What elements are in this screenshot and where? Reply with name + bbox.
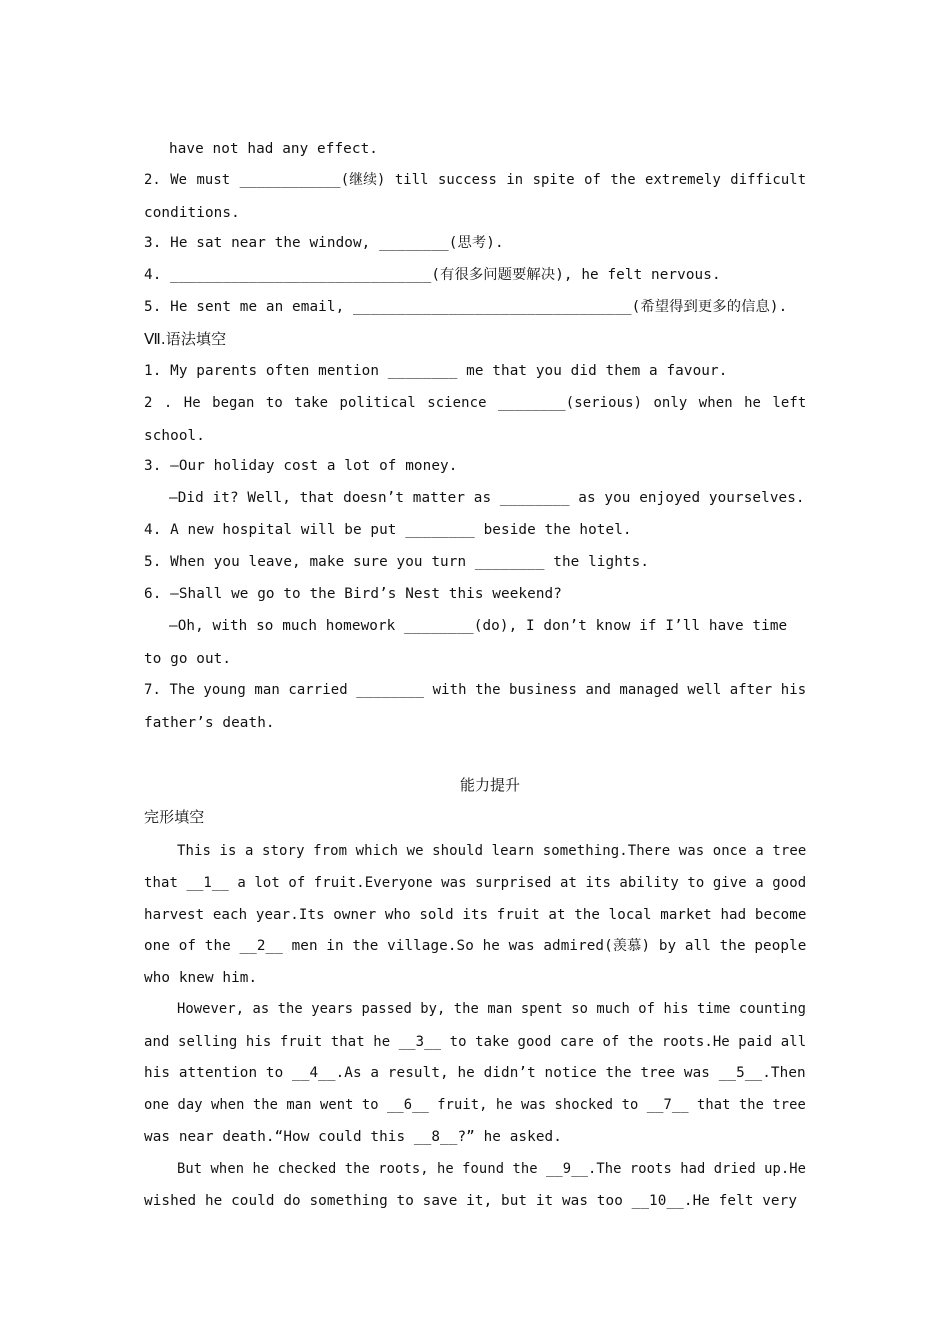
text-line: 2 . He began to take political science ________(serious) only when he left xyxy=(144,395,807,411)
text-line: However, as the years passed by, the man spent so much of his time counting xyxy=(177,1001,807,1017)
text-line: harvest each year.Its owner who sold its fruit at the local market had become xyxy=(144,907,807,923)
text-line: 5. When you leave, make sure you turn ________ the lights. xyxy=(144,554,650,570)
text-line: who knew him. xyxy=(144,970,258,986)
section-title: 能力提升 xyxy=(459,776,520,794)
text-line: —Oh, with so much homework ________(do), I don’t know if I’ll have time xyxy=(169,618,788,634)
text-line: 3. —Our holiday cost a lot of money. xyxy=(144,458,458,474)
text-line: —Did it? Well, that doesn’t matter as ________ as you enjoyed yourselves. xyxy=(169,490,805,506)
text-line: one of the __2__ men in the village.So he was admired(羡慕) by all the people xyxy=(144,938,807,954)
text-line: 5. He sent me an email, ________________________________(希望得到更多的信息). xyxy=(144,299,788,315)
text-line: school. xyxy=(144,428,205,444)
text-line: 6. —Shall we go to the Bird’s Nest this weekend? xyxy=(144,586,562,602)
text-line: and selling his fruit that he __3__ to take good care of the roots.He paid all xyxy=(144,1034,807,1050)
text-line: This is a story from which we should learn something.There was once a tree xyxy=(177,843,807,859)
text-line: conditions. xyxy=(144,205,240,221)
text-line: have not had any effect. xyxy=(169,141,378,157)
text-line: that __1__ a lot of fruit.Everyone was surprised at its ability to give a good xyxy=(144,875,807,891)
text-line: one day when the man went to __6__ fruit, he was shocked to __7__ that the tree xyxy=(144,1097,806,1113)
text-line: was near death.“How could this __8__?” he asked. xyxy=(144,1129,562,1145)
section-heading: Ⅶ.语法填空 xyxy=(144,330,227,348)
text-line: his attention to __4__.As a result, he didn’t notice the tree was __5__.Then xyxy=(144,1065,806,1081)
text-line: 7. The young man carried ________ with the business and managed well after his xyxy=(144,682,807,698)
text-line: 4. A new hospital will be put ________ beside the hotel. xyxy=(144,522,632,538)
text-line: to go out. xyxy=(144,651,232,667)
text-line: 4. ______________________________(有很多问题要解决), he felt nervous. xyxy=(144,267,721,283)
section-heading: 完形填空 xyxy=(144,808,205,826)
text-line: 3. He sat near the window, ________(思考). xyxy=(144,235,504,251)
text-line: 2. We must ____________(继续) till success in spite of the extremely difficult xyxy=(144,172,807,188)
text-line: 1. My parents often mention ________ me that you did them a favour. xyxy=(144,363,728,379)
text-line: But when he checked the roots, he found the __9__.The roots had dried up.He xyxy=(177,1161,807,1177)
text-line: father’s death. xyxy=(144,715,275,731)
text-line: wished he could do something to save it, but it was too __10__.He felt very xyxy=(144,1193,798,1209)
